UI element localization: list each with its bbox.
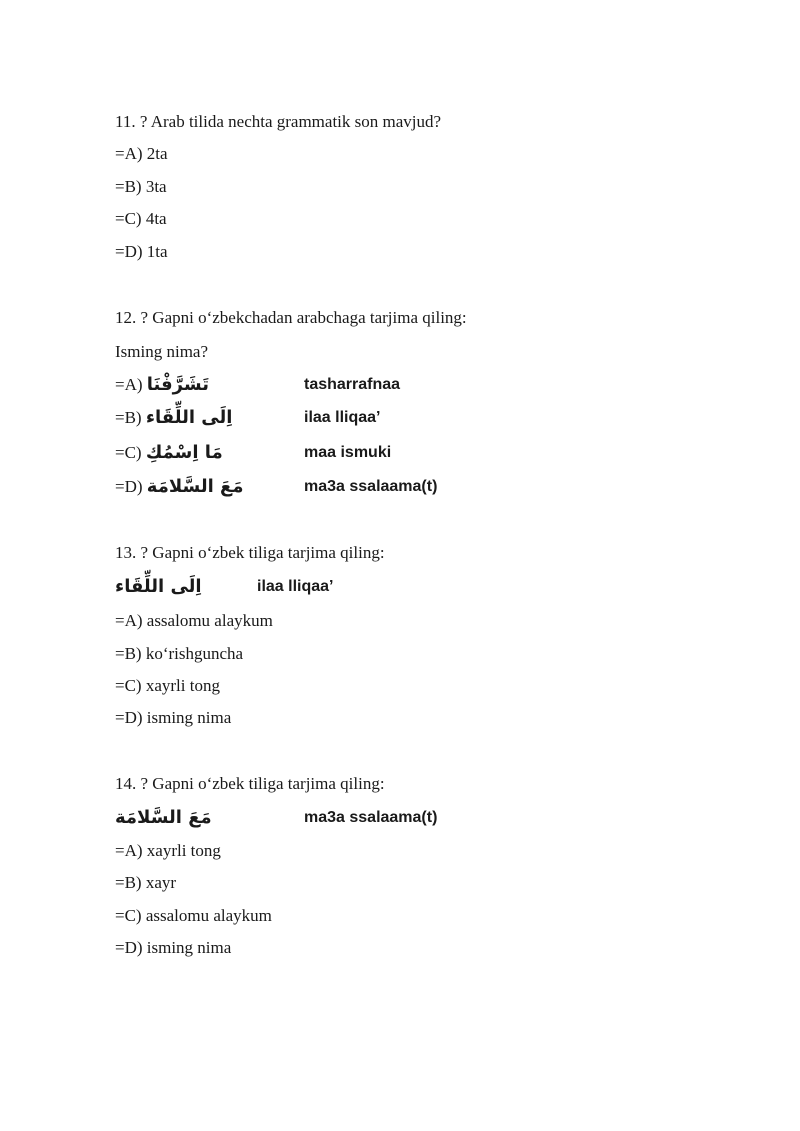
arabic-text: تَشَرَّفْنَا [146, 374, 209, 395]
question-12-prompt: Isming nima? [115, 342, 209, 361]
question-14-translit: ma3a ssalaama(t) [304, 809, 438, 826]
question-14-option-a: =A) xayrli tong [115, 841, 221, 860]
question-13-option-c: =C) xayrli tong [115, 676, 220, 695]
question-12-option-d-translit: ma3a ssalaama(t) [304, 478, 438, 495]
question-13-option-b: =B) ko‘rishguncha [115, 644, 244, 663]
question-13-title: 13. ? Gapni o‘zbek tiliga tarjima qiling: [115, 543, 385, 562]
question-14-option-d: =D) isming nima [115, 938, 232, 957]
option-label: =C) [115, 443, 142, 462]
question-12-option-d [115, 476, 243, 498]
arabic-text: اِلَى اللِّقَاء [115, 576, 202, 597]
arabic-text: مَعَ السَّلامَة [115, 807, 212, 828]
question-11-option-d: =D) 1ta [115, 242, 168, 261]
arabic-text: اِلَى اللِّقَاء [145, 407, 233, 428]
question-11-option-b: =B) 3ta [115, 177, 167, 196]
arabic-text: مَعَ السَّلامَة [146, 476, 244, 497]
question-12-option-a [115, 374, 209, 396]
question-12-title: 12. ? Gapni o‘zbekchadan arabchaga tarjima qiling: [115, 308, 467, 327]
question-14-option-b: =B) xayr [115, 873, 177, 892]
question-14-option-c: =C) assalomu alaykum [115, 906, 272, 925]
question-12-option-c [115, 442, 223, 464]
option-label: =B) [115, 408, 142, 427]
question-13-translit: ilaa lliqaa’ [257, 578, 334, 595]
question-11-option-c: =C) 4ta [115, 209, 167, 228]
question-14-arabic-line [115, 807, 212, 829]
question-13-option-a: =A) assalomu alaykum [115, 611, 273, 630]
question-13-arabic-line [115, 576, 202, 598]
question-11-title: 11. ? Arab tilida nechta grammatik son mavjud? [115, 112, 442, 131]
question-14-title: 14. ? Gapni o‘zbek tiliga tarjima qiling: [115, 774, 385, 793]
question-13-option-d: =D) isming nima [115, 708, 232, 727]
question-12-option-b [115, 407, 232, 429]
option-label: =D) [115, 477, 143, 496]
question-12-option-b-translit: ilaa lliqaa’ [304, 409, 381, 426]
question-12-option-c-translit: maa ismuki [304, 444, 392, 461]
option-label: =A) [115, 375, 143, 394]
question-12-option-a-translit: tasharrafnaa [304, 376, 401, 393]
question-11-option-a: =A) 2ta [115, 144, 168, 163]
arabic-text: مَا اِسْمُكِ [145, 442, 223, 463]
